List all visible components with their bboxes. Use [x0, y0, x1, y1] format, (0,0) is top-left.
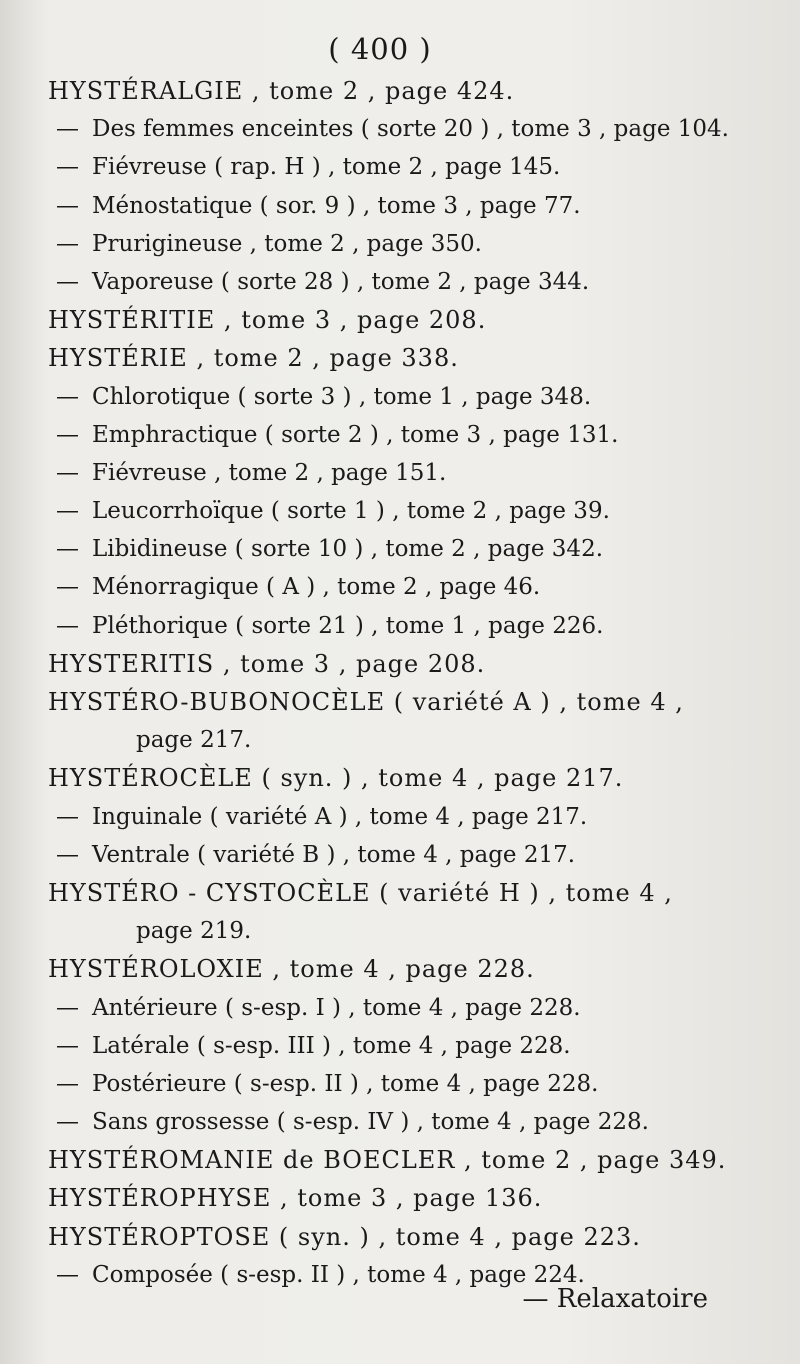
index-entry: HYSTÉRITIE , tome 3 , page 208. — [48, 306, 487, 335]
index-entry: HYSTÉRALGIE , tome 2 , page 424. — [48, 77, 515, 105]
index-subentry: — Des femmes enceintes ( sorte 20 ) , tome 3 , page 104. — [56, 116, 729, 143]
index-subentry: — Sans grossesse ( s-esp. IV ) , tome 4 , page 228. — [56, 1109, 649, 1136]
index-subentry: — Ventrale ( variété B ) , tome 4 , page 217. — [56, 841, 576, 868]
index-subentry: — Pléthorique ( sorte 21 ) , tome 1 , page 226. — [56, 612, 604, 639]
index-entry: HYSTÉROLOXIE , tome 4 , page 228. — [48, 955, 535, 984]
index-subentry: — Antérieure ( s-esp. I ) , tome 4 , page 228. — [56, 994, 581, 1021]
index-subentry: — Ménostatique ( sor. 9 ) , tome 3 , page 77. — [56, 192, 581, 219]
index-subentry: — Composée ( s-esp. II ) , tome 4 , page 224. — [56, 1261, 585, 1288]
index-entries — [48, 72, 748, 1294]
index-subentry: — Fiévreuse , tome 2 , page 151. — [56, 459, 447, 486]
index-entry-continuation: page 219. — [136, 918, 252, 945]
catchword: — Relaxatoire — [522, 1284, 708, 1314]
index-subentry: — Postérieure ( s-esp. II ) , tome 4 , page 228. — [56, 1070, 599, 1097]
index-subentry: — Prurigineuse , tome 2 , page 350. — [56, 230, 482, 257]
index-entry: HYSTÉRO-BUBONOCÈLE ( variété A ) , tome 4 , — [48, 688, 684, 716]
index-subentry: — Ménorragique ( A ) , tome 2 , page 46. — [56, 574, 541, 601]
index-subentry: — Emphractique ( sorte 2 ) , tome 3 , page 131. — [56, 421, 619, 448]
index-subentry: — Inguinale ( variété A ) , tome 4 , page 217. — [56, 803, 588, 830]
index-subentry: — Leucorrhoïque ( sorte 1 ) , tome 2 , page 39. — [56, 498, 610, 525]
index-subentry: — Libidineuse ( sorte 10 ) , tome 2 , page 342. — [56, 536, 604, 563]
index-entry: HYSTERITIS , tome 3 , page 208. — [48, 649, 486, 678]
index-entry: HYSTÉROPTOSE ( syn. ) , tome 4 , page 223. — [48, 1222, 641, 1251]
index-entry: HYSTÉROCÈLE ( syn. ) , tome 4 , page 217. — [48, 764, 624, 793]
index-subentry: — Latérale ( s-esp. III ) , tome 4 , page 228. — [56, 1032, 571, 1059]
index-entry-continuation: page 217. — [136, 727, 252, 754]
index-entry: HYSTÉRIE , tome 2 , page 338. — [48, 344, 459, 373]
index-subentry: — Fiévreuse ( rap. H ) , tome 2 , page 145. — [56, 154, 561, 181]
page-number: ( 400 ) — [328, 32, 432, 66]
index-entry: HYSTÉROMANIE de BOECLER , tome 2 , page 349. — [48, 1146, 727, 1175]
index-subentry: — Vaporeuse ( sorte 28 ) , tome 2 , page 344. — [56, 268, 590, 295]
index-entry: HYSTÉROPHYSE , tome 3 , page 136. — [48, 1184, 543, 1213]
index-subentry: — Chlorotique ( sorte 3 ) , tome 1 , page 348. — [56, 383, 592, 410]
index-entry: HYSTÉRO - CYSTOCÈLE ( variété H ) , tome 4 , — [48, 878, 673, 907]
